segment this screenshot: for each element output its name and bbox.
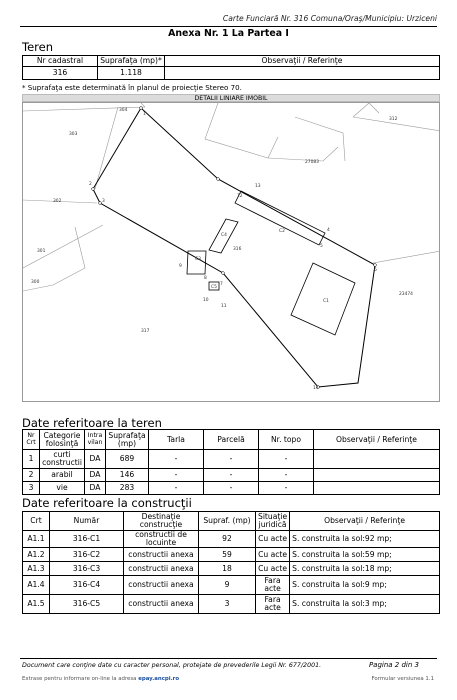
constr-row5-legal: Fara acte [256,595,290,614]
header-divider [20,26,437,27]
privacy-notice: Document care conţine date cu caracter personal, protejate de prevederile Legii Nr. 677/2001. [22,662,322,669]
constr-header-number: Număr [50,512,124,531]
constr-row5-destination: constructii anexa [124,595,199,614]
label-c2: C2 [279,229,285,234]
constr-row3-area: 18 [199,562,256,576]
constr-row2-number: 316-C2 [50,548,124,562]
vertex-13: 13 [255,184,261,189]
constr-row2-observations: S. construita la sol:59 mp; [290,548,440,562]
constr-header-observations: Observaţii / Referinţe [290,512,440,531]
land-row3-nr: 3 [23,482,40,495]
land-row2-parcel: - [204,469,259,482]
constr-row4-number: 316-C4 [50,576,124,595]
constr-row2-area: 59 [199,548,256,562]
constructions-title: Date referitoare la construcţii [22,496,192,510]
label-303: 303 [69,132,78,137]
constr-row1-number: 316-C1 [50,531,124,548]
land-header-topo: Nr. topo [259,430,314,450]
constr-row4-area: 9 [199,576,256,595]
constr-row5-crt: A1.5 [23,595,50,614]
teren-header-area: Suprafaţa (mp)* [98,56,165,67]
land-header-parcel: Parcelă [204,430,259,450]
constr-row1-legal: Cu acte [256,531,290,548]
label-312: 312 [389,117,398,122]
constr-row2-destination: constructii anexa [124,548,199,562]
vertex-2: 2 [89,182,92,187]
label-27083: 27083 [305,160,319,165]
annex-title: Anexa Nr. 1 La Partea I [168,28,289,39]
constr-row1-area: 92 [199,531,256,548]
vertex-5: 5 [320,244,323,249]
constr-row2-crt: A1.2 [23,548,50,562]
vertex-1: 1 [143,112,146,117]
constructions-table [22,511,440,614]
land-row3-intravilan: DA [85,482,106,495]
land-row1-topo: - [259,450,314,469]
land-header-tarla: Tarla [149,430,204,450]
teren-table [22,55,440,80]
building-c2 [235,191,325,245]
land-row3-parcel: - [204,482,259,495]
label-c3: C3 [195,257,201,262]
constr-row3-destination: constructii anexa [124,562,199,576]
projection-note: * Suprafaţa este determinată în planul de proiecţie Stereo 70. [22,83,242,92]
land-row3-category: vie [40,482,85,495]
neighbour-parcels [23,103,440,291]
constr-row4-observations: S. construita la sol:9 mp; [290,576,440,595]
constr-row1-destination: constructii de locuinte [124,531,199,548]
vertex-3: 3 [102,199,105,204]
vertex-10: 10 [203,298,209,303]
land-row3-area: 283 [106,482,149,495]
constr-row5-number: 316-C5 [50,595,124,614]
land-row1-observations [314,450,440,469]
constr-header-area: Supraf. (mp) [199,512,256,531]
cadastral-map [22,102,440,402]
vertex-4: 4 [327,228,330,233]
label-parcel-316: 316 [233,247,242,252]
constr-row2-legal: Cu acte [256,548,290,562]
land-row2-tarla: - [149,469,204,482]
land-header-area: Suprafaţa (mp) [106,430,149,450]
land-row1-nr: 1 [23,450,40,469]
teren-header-cadastral: Nr cadastral [23,56,98,67]
land-row1-category: curti constructii [40,450,85,469]
constr-row1-observations: S. construita la sol:92 mp; [290,531,440,548]
land-row1-intravilan: DA [85,450,106,469]
land-row2-intravilan: DA [85,469,106,482]
vertex-11: 11 [221,304,227,309]
constr-row5-area: 3 [199,595,256,614]
constr-row1-crt: A1.1 [23,531,50,548]
label-302: 302 [53,199,62,204]
land-header-category: Categorie folosinţă [40,430,85,450]
constr-row4-legal: Fara acte [256,576,290,595]
extract-notice-text: Extrase pentru informare on-line la adresa [22,676,137,682]
vertex-8: 8 [204,276,207,281]
land-row2-category: arabil [40,469,85,482]
land-row1-tarla: - [149,450,204,469]
land-data-table [22,429,440,495]
constr-row4-crt: A1.4 [23,576,50,595]
land-header-nr: Nr Crt [23,430,40,450]
label-301: 301 [37,249,46,254]
land-row3-observations [314,482,440,495]
teren-observations-value [165,67,440,80]
extract-notice [22,676,179,682]
label-c1: C1 [323,299,329,304]
vertex-6: 6 [374,268,377,273]
label-23474: 23474 [399,292,413,297]
teren-header-observations: Observaţii / Referinţe [165,56,440,67]
land-row3-tarla: - [149,482,204,495]
land-header-intravilan: Intra vilan [85,430,106,450]
form-version: Formular versiunea 1.1 [371,676,434,682]
constr-row3-observations: S. construita la sol:18 mp; [290,562,440,576]
label-317: 317 [141,329,150,334]
land-row2-nr: 2 [23,469,40,482]
constr-header-destination: Destinaţie construcţie [124,512,199,531]
vertex-14: 14 [313,386,319,391]
footer-divider [20,658,437,659]
teren-cadastral-value: 316 [23,67,98,80]
page-number: Pagina 2 din 3 [368,661,419,669]
document-header-title: Carte Funciară Nr. 316 Comuna/Oraş/Municipiu: Urziceni [222,14,437,23]
vertex-9: 9 [179,264,182,269]
constr-row3-number: 316-C3 [50,562,124,576]
land-header-observations: Observaţii / Referinţe [314,430,440,450]
teren-area-value: 1.118 [98,67,165,80]
epay-link[interactable]: epay.ancpi.ro [138,676,180,682]
constr-row5-observations: S. construita la sol:3 mp; [290,595,440,614]
land-row1-parcel: - [204,450,259,469]
constr-row4-destination: constructii anexa [124,576,199,595]
vertex-12: 12 [237,194,243,199]
land-row1-area: 689 [106,450,149,469]
land-row3-topo: - [259,482,314,495]
land-row2-topo: - [259,469,314,482]
land-data-title: Date referitoare la teren [22,416,162,430]
constr-row3-legal: Cu acte [256,562,290,576]
cadastral-map-drawing [23,103,440,402]
label-300: 300 [31,280,40,285]
label-c5: C5 [211,285,217,290]
land-row2-area: 146 [106,469,149,482]
map-band-title: DETALII LINIARE IMOBIL [22,94,440,102]
constr-header-crt: Crt [23,512,50,531]
label-304: 304 [119,108,128,113]
label-c4: C4 [221,233,227,238]
constr-row3-crt: A1.3 [23,562,50,576]
land-row2-observations [314,469,440,482]
vertex-7: 7 [220,282,223,287]
teren-section-title: Teren [22,40,53,54]
constr-header-legal: Situaţie juridică [256,512,290,531]
